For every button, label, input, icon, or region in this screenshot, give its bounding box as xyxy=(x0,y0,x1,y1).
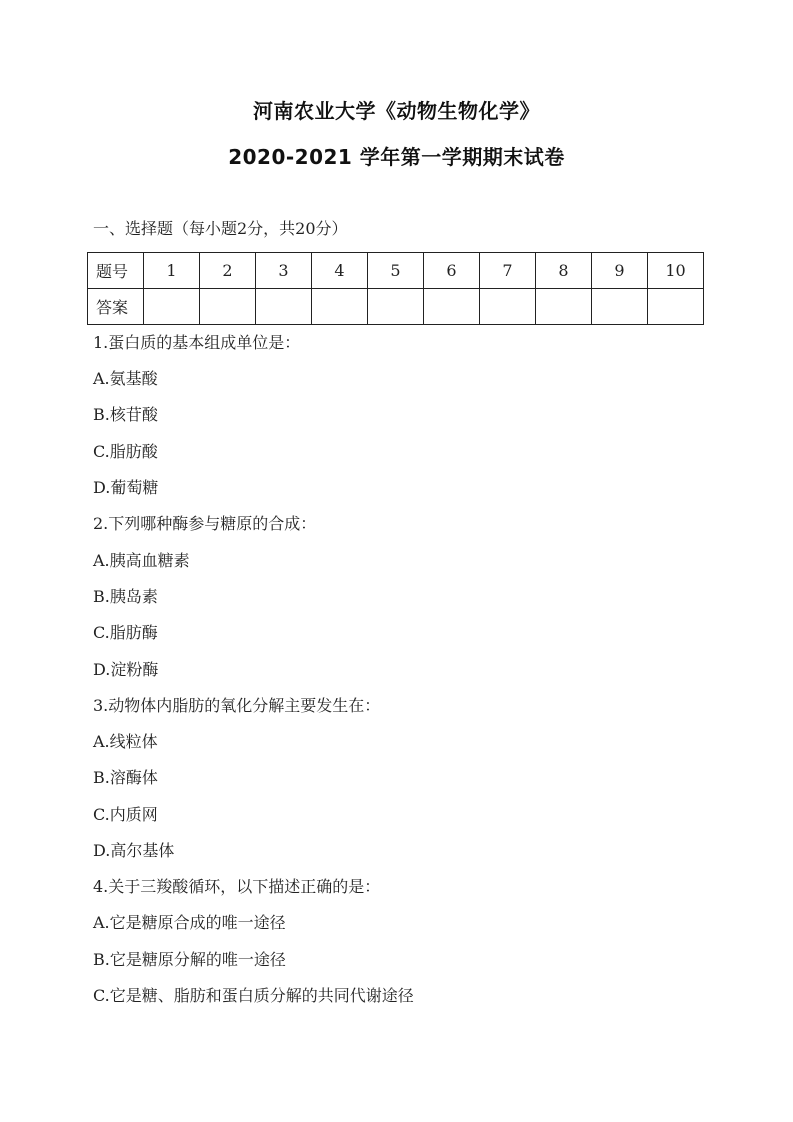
answer-cell[interactable] xyxy=(368,289,424,325)
answer-option: D.葡萄糖 xyxy=(93,478,159,497)
answer-row xyxy=(88,289,704,325)
section-heading: 一、选择题（每小题2分，共20分） xyxy=(93,219,348,238)
question-number-cell: 1 xyxy=(144,253,200,289)
answer-option: A.它是糖原合成的唯一途径 xyxy=(93,913,286,932)
answer-grid-table xyxy=(87,252,704,325)
answer-option: A.氨基酸 xyxy=(93,369,158,388)
question-number-cell: 8 xyxy=(536,253,592,289)
answer-label: 答案 xyxy=(88,289,144,325)
exam-subtitle: 2020-2021 学年第一学期期末试卷 xyxy=(228,145,565,169)
question-number-cell: 9 xyxy=(592,253,648,289)
answer-option: C.内质网 xyxy=(93,805,158,824)
answer-cell[interactable] xyxy=(592,289,648,325)
answer-option: B.核苷酸 xyxy=(93,405,158,424)
question-number-cell: 7 xyxy=(480,253,536,289)
answer-option: C.脂肪酸 xyxy=(93,442,158,461)
answer-option: D.高尔基体 xyxy=(93,841,175,860)
answer-cell[interactable] xyxy=(312,289,368,325)
question-number-label: 题号 xyxy=(88,253,144,289)
answer-cell[interactable] xyxy=(424,289,480,325)
answer-cell[interactable] xyxy=(536,289,592,325)
question-number-cell: 10 xyxy=(648,253,704,289)
answer-option: A.胰高血糖素 xyxy=(93,551,190,570)
answer-cell[interactable] xyxy=(200,289,256,325)
answer-cell[interactable] xyxy=(144,289,200,325)
question-number-cell: 5 xyxy=(368,253,424,289)
answer-cell[interactable] xyxy=(256,289,312,325)
answer-option: C.它是糖、脂肪和蛋白质分解的共同代谢途径 xyxy=(93,986,414,1005)
answer-option: D.淀粉酶 xyxy=(93,660,159,679)
answer-cell[interactable] xyxy=(480,289,536,325)
question-number-cell: 3 xyxy=(256,253,312,289)
answer-option: C.脂肪酶 xyxy=(93,623,158,642)
exam-title: 河南农业大学《动物生物化学》 xyxy=(253,99,540,123)
answer-option: B.它是糖原分解的唯一途径 xyxy=(93,950,286,969)
question-number-cell: 2 xyxy=(200,253,256,289)
question-stem: 2.下列哪种酶参与糖原的合成： xyxy=(93,514,317,533)
question-number-cell: 6 xyxy=(424,253,480,289)
question-stem: 3.动物体内脂肪的氧化分解主要发生在： xyxy=(93,696,381,715)
answer-option: B.溶酶体 xyxy=(93,768,158,787)
question-stem: 4.关于三羧酸循环，以下描述正确的是： xyxy=(93,877,381,896)
question-number-cell: 4 xyxy=(312,253,368,289)
answer-option: B.胰岛素 xyxy=(93,587,158,606)
question-number-row xyxy=(88,253,704,289)
answer-cell[interactable] xyxy=(648,289,704,325)
answer-option: A.线粒体 xyxy=(93,732,158,751)
question-stem: 1.蛋白质的基本组成单位是： xyxy=(93,333,301,352)
